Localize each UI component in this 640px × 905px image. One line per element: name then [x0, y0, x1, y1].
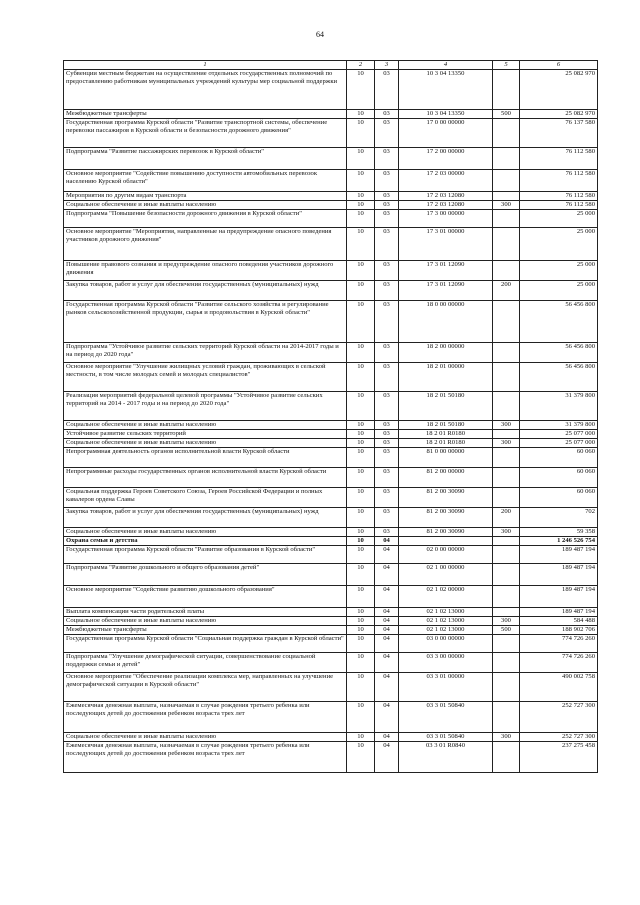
- row-name-cell: Выплата компенсации части родительской платы: [64, 608, 347, 617]
- section-code-cell: 10: [347, 281, 375, 301]
- amount-cell: 56 456 800: [520, 301, 598, 343]
- section-code-cell: 10: [347, 508, 375, 528]
- target-article-cell: 18 0 00 00000: [399, 301, 493, 343]
- row-name-cell: Социальное обеспечение и иные выплаты населению: [64, 439, 347, 448]
- table-row: [64, 537, 598, 546]
- amount-cell: 60 060: [520, 488, 598, 508]
- row-name-cell: Подпрограмма "Улучшение демографической ситуации, совершенствование социальной поддержки семьи и детей": [64, 653, 347, 673]
- row-name-cell: Основное мероприятие "Обеспечение реализации комплекса мер, направленных на улучшение демографической ситуации в Курской области": [64, 673, 347, 702]
- subsection-code-cell: 03: [375, 170, 399, 192]
- table-row: [64, 301, 598, 343]
- table-row: [64, 733, 598, 742]
- expense-type-cell: [493, 673, 520, 702]
- expense-type-cell: [493, 702, 520, 733]
- table-row: [64, 170, 598, 192]
- expense-type-cell: [493, 488, 520, 508]
- expense-type-cell: 500: [493, 110, 520, 119]
- row-name-cell: Повышение правового сознания и предупреждение опасного поведения участников дорожного движения: [64, 261, 347, 281]
- row-name-cell: Охрана семьи и детства: [64, 537, 347, 546]
- table-body: [64, 70, 598, 773]
- subsection-code-cell: 03: [375, 148, 399, 170]
- row-name-cell: Непрограммная деятельность органов исполнительной власти Курской области: [64, 448, 347, 468]
- amount-cell: 252 727 300: [520, 702, 598, 733]
- target-article-cell: 02 0 00 00000: [399, 546, 493, 564]
- subsection-code-cell: 04: [375, 537, 399, 546]
- subsection-code-cell: 03: [375, 468, 399, 488]
- expense-type-cell: [493, 119, 520, 148]
- table-row: [64, 210, 598, 228]
- amount-cell: 189 487 194: [520, 586, 598, 608]
- subsection-code-cell: 04: [375, 673, 399, 702]
- target-article-cell: 03 3 01 50840: [399, 702, 493, 733]
- expense-type-cell: [493, 564, 520, 586]
- row-name-cell: Социальное обеспечение и иные выплаты населению: [64, 201, 347, 210]
- subsection-code-cell: 04: [375, 564, 399, 586]
- amount-cell: 774 726 260: [520, 635, 598, 653]
- section-code-cell: 10: [347, 537, 375, 546]
- table-row: [64, 608, 598, 617]
- amount-cell: 252 727 300: [520, 733, 598, 742]
- expense-type-cell: 300: [493, 421, 520, 430]
- section-code-cell: 10: [347, 192, 375, 201]
- expense-type-cell: [493, 343, 520, 363]
- header-row: [64, 61, 598, 70]
- section-code-cell: 10: [347, 170, 375, 192]
- expense-type-cell: [493, 448, 520, 468]
- subsection-code-cell: 03: [375, 301, 399, 343]
- subsection-code-cell: 03: [375, 421, 399, 430]
- subsection-code-cell: 04: [375, 617, 399, 626]
- amount-cell: 76 112 580: [520, 201, 598, 210]
- amount-cell: 76 137 580: [520, 119, 598, 148]
- subsection-code-cell: 03: [375, 228, 399, 261]
- amount-cell: 584 488: [520, 617, 598, 626]
- subsection-code-cell: 04: [375, 733, 399, 742]
- table-row: [64, 546, 598, 564]
- table-row: [64, 392, 598, 421]
- table-row: [64, 468, 598, 488]
- table-row: [64, 564, 598, 586]
- target-article-cell: 81 2 00 00000: [399, 468, 493, 488]
- target-article-cell: 02 1 02 13000: [399, 617, 493, 626]
- table-row: [64, 363, 598, 392]
- table-row: [64, 343, 598, 363]
- subsection-code-cell: 03: [375, 508, 399, 528]
- subsection-code-cell: 04: [375, 653, 399, 673]
- row-name-cell: Субвенции местным бюджетам на осуществление отдельных государственных полномочий по предоставлению работникам муниципальных учреждений культуры мер социальной поддержки: [64, 70, 347, 110]
- amount-cell: 490 002 758: [520, 673, 598, 702]
- expense-type-cell: 200: [493, 281, 520, 301]
- amount-cell: 60 060: [520, 448, 598, 468]
- section-code-cell: 10: [347, 448, 375, 468]
- section-code-cell: 10: [347, 392, 375, 421]
- section-code-cell: 10: [347, 439, 375, 448]
- target-article-cell: 10 3 04 13350: [399, 110, 493, 119]
- target-article-cell: 81 2 00 30090: [399, 508, 493, 528]
- amount-cell: 76 112 580: [520, 148, 598, 170]
- table-row: [64, 261, 598, 281]
- target-article-cell: 81 0 00 00000: [399, 448, 493, 468]
- col-header-1: 1: [64, 61, 347, 70]
- target-article-cell: 18 2 01 R0180: [399, 430, 493, 439]
- col-header-3: 3: [375, 61, 399, 70]
- table-row: [64, 635, 598, 653]
- expense-type-cell: [493, 635, 520, 653]
- target-article-cell: 17 3 01 12090: [399, 261, 493, 281]
- amount-cell: 25 000: [520, 228, 598, 261]
- section-code-cell: 10: [347, 564, 375, 586]
- expense-type-cell: [493, 261, 520, 281]
- table-row: [64, 281, 598, 301]
- expense-type-cell: [493, 192, 520, 201]
- expense-type-cell: [493, 546, 520, 564]
- table-row: [64, 228, 598, 261]
- table-row: [64, 421, 598, 430]
- expense-type-cell: [493, 70, 520, 110]
- subsection-code-cell: 03: [375, 192, 399, 201]
- subsection-code-cell: 03: [375, 281, 399, 301]
- table-row: [64, 201, 598, 210]
- section-code-cell: 10: [347, 702, 375, 733]
- subsection-code-cell: 04: [375, 702, 399, 733]
- section-code-cell: 10: [347, 119, 375, 148]
- amount-cell: 774 726 260: [520, 653, 598, 673]
- amount-cell: 25 000: [520, 261, 598, 281]
- subsection-code-cell: 03: [375, 210, 399, 228]
- subsection-code-cell: 03: [375, 110, 399, 119]
- subsection-code-cell: 03: [375, 343, 399, 363]
- amount-cell: 189 487 194: [520, 608, 598, 617]
- table-row: [64, 702, 598, 733]
- amount-cell: 25 082 970: [520, 110, 598, 119]
- row-name-cell: Устойчивое развитие сельских территорий: [64, 430, 347, 439]
- section-code-cell: 10: [347, 488, 375, 508]
- section-code-cell: 10: [347, 653, 375, 673]
- subsection-code-cell: 03: [375, 392, 399, 421]
- target-article-cell: 02 1 02 00000: [399, 586, 493, 608]
- target-article-cell: 18 2 01 R0180: [399, 439, 493, 448]
- col-header-4: 4: [399, 61, 493, 70]
- target-article-cell: 18 2 01 50180: [399, 421, 493, 430]
- row-name-cell: Государственная программа Курской области "Развитие транспортной системы, обеспечение перевозки пассажиров в Курской области и безопасности дорожного движения": [64, 119, 347, 148]
- amount-cell: 56 456 800: [520, 343, 598, 363]
- subsection-code-cell: 04: [375, 626, 399, 635]
- page-number: 64: [316, 30, 324, 39]
- row-name-cell: Государственная программа Курской области "Развитие образования в Курской области": [64, 546, 347, 564]
- budget-table: [63, 60, 598, 773]
- section-code-cell: 10: [347, 70, 375, 110]
- target-article-cell: 17 2 03 12080: [399, 192, 493, 201]
- row-name-cell: Подпрограмма "Развитие дошкольного и общего образования детей": [64, 564, 347, 586]
- expense-type-cell: 300: [493, 201, 520, 210]
- expense-type-cell: [493, 363, 520, 392]
- section-code-cell: 10: [347, 468, 375, 488]
- expense-type-cell: [493, 430, 520, 439]
- row-name-cell: Основное мероприятие "Мероприятия, направленные на предупреждение опасного поведения участников дорожного движения": [64, 228, 347, 261]
- table-row: [64, 192, 598, 201]
- subsection-code-cell: 03: [375, 119, 399, 148]
- amount-cell: 25 077 000: [520, 439, 598, 448]
- amount-cell: 31 379 800: [520, 421, 598, 430]
- row-name-cell: Межбюджетные трансферты: [64, 110, 347, 119]
- amount-cell: 188 902 706: [520, 626, 598, 635]
- row-name-cell: Основное мероприятие "Содействие развитию дошкольного образования": [64, 586, 347, 608]
- expense-type-cell: [493, 170, 520, 192]
- target-article-cell: 03 3 01 00000: [399, 673, 493, 702]
- section-code-cell: 10: [347, 626, 375, 635]
- section-code-cell: 10: [347, 421, 375, 430]
- target-article-cell: 17 3 01 00000: [399, 228, 493, 261]
- section-code-cell: 10: [347, 430, 375, 439]
- amount-cell: 59 358: [520, 528, 598, 537]
- section-code-cell: 10: [347, 673, 375, 702]
- row-name-cell: Закупка товаров, работ и услуг для обеспечения государственных (муниципальных) нужд: [64, 508, 347, 528]
- expense-type-cell: [493, 608, 520, 617]
- row-name-cell: Государственная программа Курской области "Социальная поддержка граждан в Курской области": [64, 635, 347, 653]
- subsection-code-cell: 03: [375, 439, 399, 448]
- expense-type-cell: 300: [493, 528, 520, 537]
- row-name-cell: Подпрограмма "Развитие пассажирских перевозок в Курской области": [64, 148, 347, 170]
- target-article-cell: 81 2 00 30090: [399, 488, 493, 508]
- table-row: [64, 673, 598, 702]
- amount-cell: 1 246 526 754: [520, 537, 598, 546]
- table-row: [64, 626, 598, 635]
- target-article-cell: 02 1 02 13000: [399, 626, 493, 635]
- target-article-cell: 02 1 00 00000: [399, 564, 493, 586]
- expense-type-cell: 500: [493, 626, 520, 635]
- section-code-cell: 10: [347, 608, 375, 617]
- table-row: [64, 586, 598, 608]
- target-article-cell: 03 3 00 00000: [399, 653, 493, 673]
- section-code-cell: 10: [347, 586, 375, 608]
- table-row: [64, 508, 598, 528]
- row-name-cell: Закупка товаров, работ и услуг для обеспечения государственных (муниципальных) нужд: [64, 281, 347, 301]
- section-code-cell: 10: [347, 201, 375, 210]
- row-name-cell: Социальное обеспечение и иные выплаты населению: [64, 421, 347, 430]
- amount-cell: 25 082 970: [520, 70, 598, 110]
- amount-cell: 702: [520, 508, 598, 528]
- target-article-cell: 02 1 02 13000: [399, 608, 493, 617]
- row-name-cell: Мероприятия по другим видам транспорта: [64, 192, 347, 201]
- section-code-cell: 10: [347, 363, 375, 392]
- amount-cell: 56 456 800: [520, 363, 598, 392]
- amount-cell: 189 487 194: [520, 546, 598, 564]
- subsection-code-cell: 03: [375, 448, 399, 468]
- target-article-cell: 03 3 01 R0840: [399, 742, 493, 773]
- row-name-cell: Социальное обеспечение и иные выплаты населению: [64, 528, 347, 537]
- target-article-cell: 03 0 00 00000: [399, 635, 493, 653]
- expense-type-cell: [493, 653, 520, 673]
- row-name-cell: Основное мероприятие "Улучшение жилищных условий граждан, проживающих в сельской местности, в том числе молодых семей и молодых специалистов": [64, 363, 347, 392]
- section-code-cell: 10: [347, 210, 375, 228]
- amount-cell: 76 112 580: [520, 192, 598, 201]
- subsection-code-cell: 03: [375, 528, 399, 537]
- target-article-cell: 18 2 01 00000: [399, 363, 493, 392]
- table-row: [64, 742, 598, 773]
- expense-type-cell: [493, 210, 520, 228]
- table-row: [64, 448, 598, 468]
- table-row: [64, 439, 598, 448]
- expense-type-cell: 300: [493, 733, 520, 742]
- amount-cell: 25 000: [520, 281, 598, 301]
- subsection-code-cell: 03: [375, 261, 399, 281]
- target-article-cell: 03 3 01 50840: [399, 733, 493, 742]
- subsection-code-cell: 03: [375, 363, 399, 392]
- target-article-cell: 17 3 00 00000: [399, 210, 493, 228]
- row-name-cell: Социальная поддержка Героев Советского Союза, Героев Российской Федерации и полных кавалеров ордена Славы: [64, 488, 347, 508]
- subsection-code-cell: 03: [375, 488, 399, 508]
- target-article-cell: 18 2 01 50180: [399, 392, 493, 421]
- row-name-cell: Ежемесячная денежная выплата, назначаемая в случае рождения третьего ребенка или последующих детей до достижения ребенком возраста трех лет: [64, 742, 347, 773]
- expense-type-cell: [493, 148, 520, 170]
- col-header-5: 5: [493, 61, 520, 70]
- row-name-cell: Межбюджетные трансферты: [64, 626, 347, 635]
- subsection-code-cell: 04: [375, 546, 399, 564]
- section-code-cell: 10: [347, 261, 375, 281]
- section-code-cell: 10: [347, 148, 375, 170]
- subsection-code-cell: 03: [375, 70, 399, 110]
- target-article-cell: 17 3 01 12090: [399, 281, 493, 301]
- target-article-cell: 17 2 03 00000: [399, 170, 493, 192]
- table-row: [64, 70, 598, 110]
- row-name-cell: Подпрограмма "Устойчивое развитие сельских территорий Курской области на 2014-2017 годы и на период до 2020 года": [64, 343, 347, 363]
- expense-type-cell: [493, 392, 520, 421]
- col-header-2: 2: [347, 61, 375, 70]
- target-article-cell: 81 2 00 30090: [399, 528, 493, 537]
- expense-type-cell: [493, 468, 520, 488]
- subsection-code-cell: 04: [375, 608, 399, 617]
- row-name-cell: Государственная программа Курской области "Развитие сельского хозяйства и регулирование рынков сельскохозяйственной продукции, сырья и продовольствия в Курской области": [64, 301, 347, 343]
- amount-cell: 25 077 000: [520, 430, 598, 439]
- target-article-cell: 18 2 00 00000: [399, 343, 493, 363]
- section-code-cell: 10: [347, 742, 375, 773]
- target-article-cell: 17 2 03 12080: [399, 201, 493, 210]
- amount-cell: 60 060: [520, 468, 598, 488]
- amount-cell: 31 379 800: [520, 392, 598, 421]
- expense-type-cell: 200: [493, 508, 520, 528]
- section-code-cell: 10: [347, 733, 375, 742]
- section-code-cell: 10: [347, 343, 375, 363]
- row-name-cell: Основное мероприятие "Содействие повышению доступности автомобильных перевозок населению Курской области": [64, 170, 347, 192]
- target-article-cell: 17 0 00 00000: [399, 119, 493, 148]
- table-row: [64, 488, 598, 508]
- amount-cell: 25 000: [520, 210, 598, 228]
- table-row: [64, 110, 598, 119]
- subsection-code-cell: 04: [375, 742, 399, 773]
- subsection-code-cell: 04: [375, 586, 399, 608]
- table-row: [64, 617, 598, 626]
- table-row: [64, 430, 598, 439]
- amount-cell: 237 275 458: [520, 742, 598, 773]
- row-name-cell: Социальное обеспечение и иные выплаты населению: [64, 617, 347, 626]
- section-code-cell: 10: [347, 301, 375, 343]
- section-code-cell: 10: [347, 635, 375, 653]
- row-name-cell: Социальное обеспечение и иные выплаты населению: [64, 733, 347, 742]
- target-article-cell: 10 3 04 13350: [399, 70, 493, 110]
- row-name-cell: Подпрограмма "Повышение безопасности дорожного движения в Курской области": [64, 210, 347, 228]
- target-article-cell: 17 2 00 00000: [399, 148, 493, 170]
- table-row: [64, 528, 598, 537]
- target-article-cell: [399, 537, 493, 546]
- subsection-code-cell: 03: [375, 430, 399, 439]
- table-row: [64, 653, 598, 673]
- row-name-cell: Ежемесячная денежная выплата, назначаемая в случае рождения третьего ребенка или последующих детей до достижения ребенком возраста трех лет: [64, 702, 347, 733]
- row-name-cell: Непрограммные расходы государственных органов исполнительной власти Курской области: [64, 468, 347, 488]
- expense-type-cell: [493, 537, 520, 546]
- section-code-cell: 10: [347, 546, 375, 564]
- col-header-6: 6: [520, 61, 598, 70]
- subsection-code-cell: 04: [375, 635, 399, 653]
- section-code-cell: 10: [347, 228, 375, 261]
- row-name-cell: Реализация мероприятий федеральной целевой программы "Устойчивое развитие сельских территорий на 2014 - 2017 годы и на период до 2020 года": [64, 392, 347, 421]
- expense-type-cell: [493, 742, 520, 773]
- section-code-cell: 10: [347, 110, 375, 119]
- expense-type-cell: 300: [493, 617, 520, 626]
- table-row: [64, 148, 598, 170]
- section-code-cell: 10: [347, 617, 375, 626]
- table-row: [64, 119, 598, 148]
- expense-type-cell: [493, 301, 520, 343]
- expense-type-cell: [493, 586, 520, 608]
- amount-cell: 76 112 580: [520, 170, 598, 192]
- expense-type-cell: 300: [493, 439, 520, 448]
- expense-type-cell: [493, 228, 520, 261]
- section-code-cell: 10: [347, 528, 375, 537]
- amount-cell: 189 487 194: [520, 564, 598, 586]
- subsection-code-cell: 03: [375, 201, 399, 210]
